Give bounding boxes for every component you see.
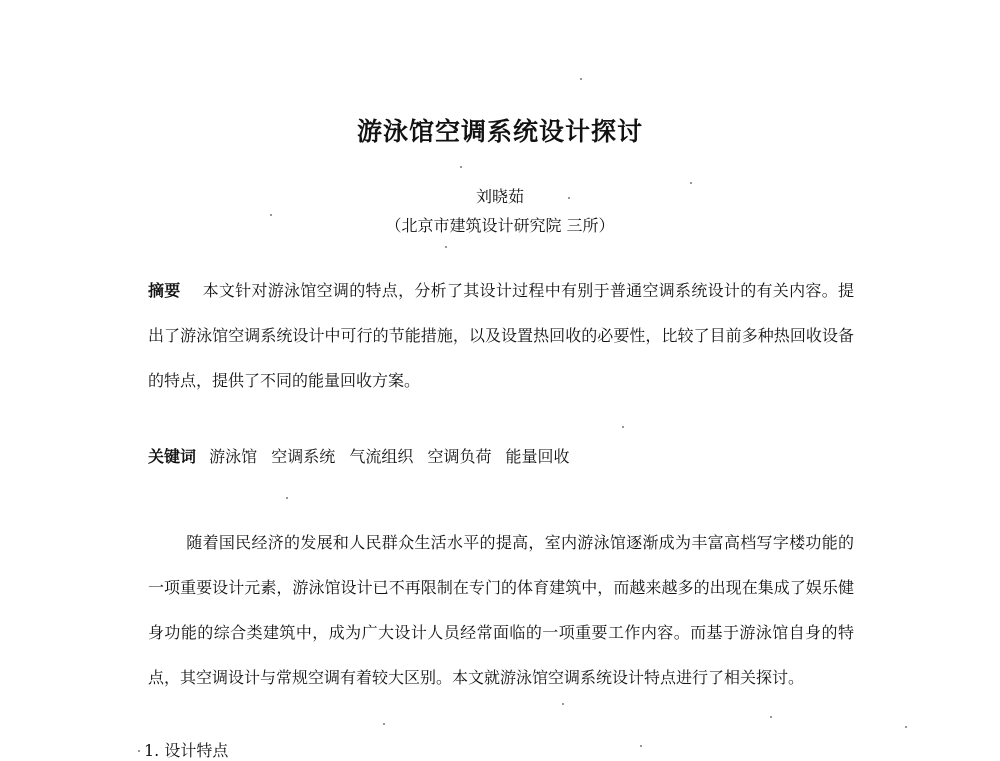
author-name: 刘晓茹 [475,187,524,206]
keywords-section [148,445,854,469]
scan-speck [138,750,140,752]
scan-speck [445,246,447,248]
keyword-item: 气流组织 [349,447,414,466]
scan-speck [622,426,624,428]
author-affiliation: （北京市建筑设计研究院 三所） [385,216,615,235]
scan-speck [270,214,272,216]
scan-speck [568,197,570,199]
keyword-item: 游泳馆 [209,447,258,466]
paper-title: 游泳馆空调系统设计探讨 [356,117,643,146]
scan-speck [562,703,564,705]
abstract-text: 本文针对游泳馆空调的特点，分析了其设计过程中有别于普通空调系统设计的有关内容。提出了游泳馆空调系统设计中可行的节能措施，以及设置热回收的必要性，比较了目前多种热回收设备的特点，提供了不同的能量回收方案。 [148,281,854,390]
intro-paragraph-text: 随着国民经济的发展和人民群众生活水平的提高，室内游泳馆逐渐成为丰富高档写字楼功能的一项重要设计元素，游泳馆设计已不再限制在专门的体育建筑中，而越来越多的出现在集成了娱乐健身功能的综合类建筑中，成为广大设计人员经常面临的一项重要工作内容。而基于游泳馆自身的特点，其空调设计与常规空调有着较大区别。本文就游泳馆空调系统设计特点进行了相关探讨。 [148,533,854,687]
scan-speck [770,716,772,718]
keyword-item: 空调系统 [271,447,336,466]
section-heading: 1. 设计特点 [144,741,229,760]
scan-speck [640,745,642,747]
scan-speck [690,182,692,184]
keywords-label: 关键词 [148,447,197,466]
abstract-section [148,268,854,403]
scan-speck [460,166,462,168]
scan-speck [383,723,385,725]
keyword-item: 能量回收 [505,447,570,466]
intro-paragraph [148,520,854,700]
abstract-label: 摘要 [148,281,181,300]
scan-speck [580,78,582,80]
scan-speck [286,497,288,499]
scan-speck [905,726,907,728]
keyword-item: 空调负荷 [427,447,492,466]
